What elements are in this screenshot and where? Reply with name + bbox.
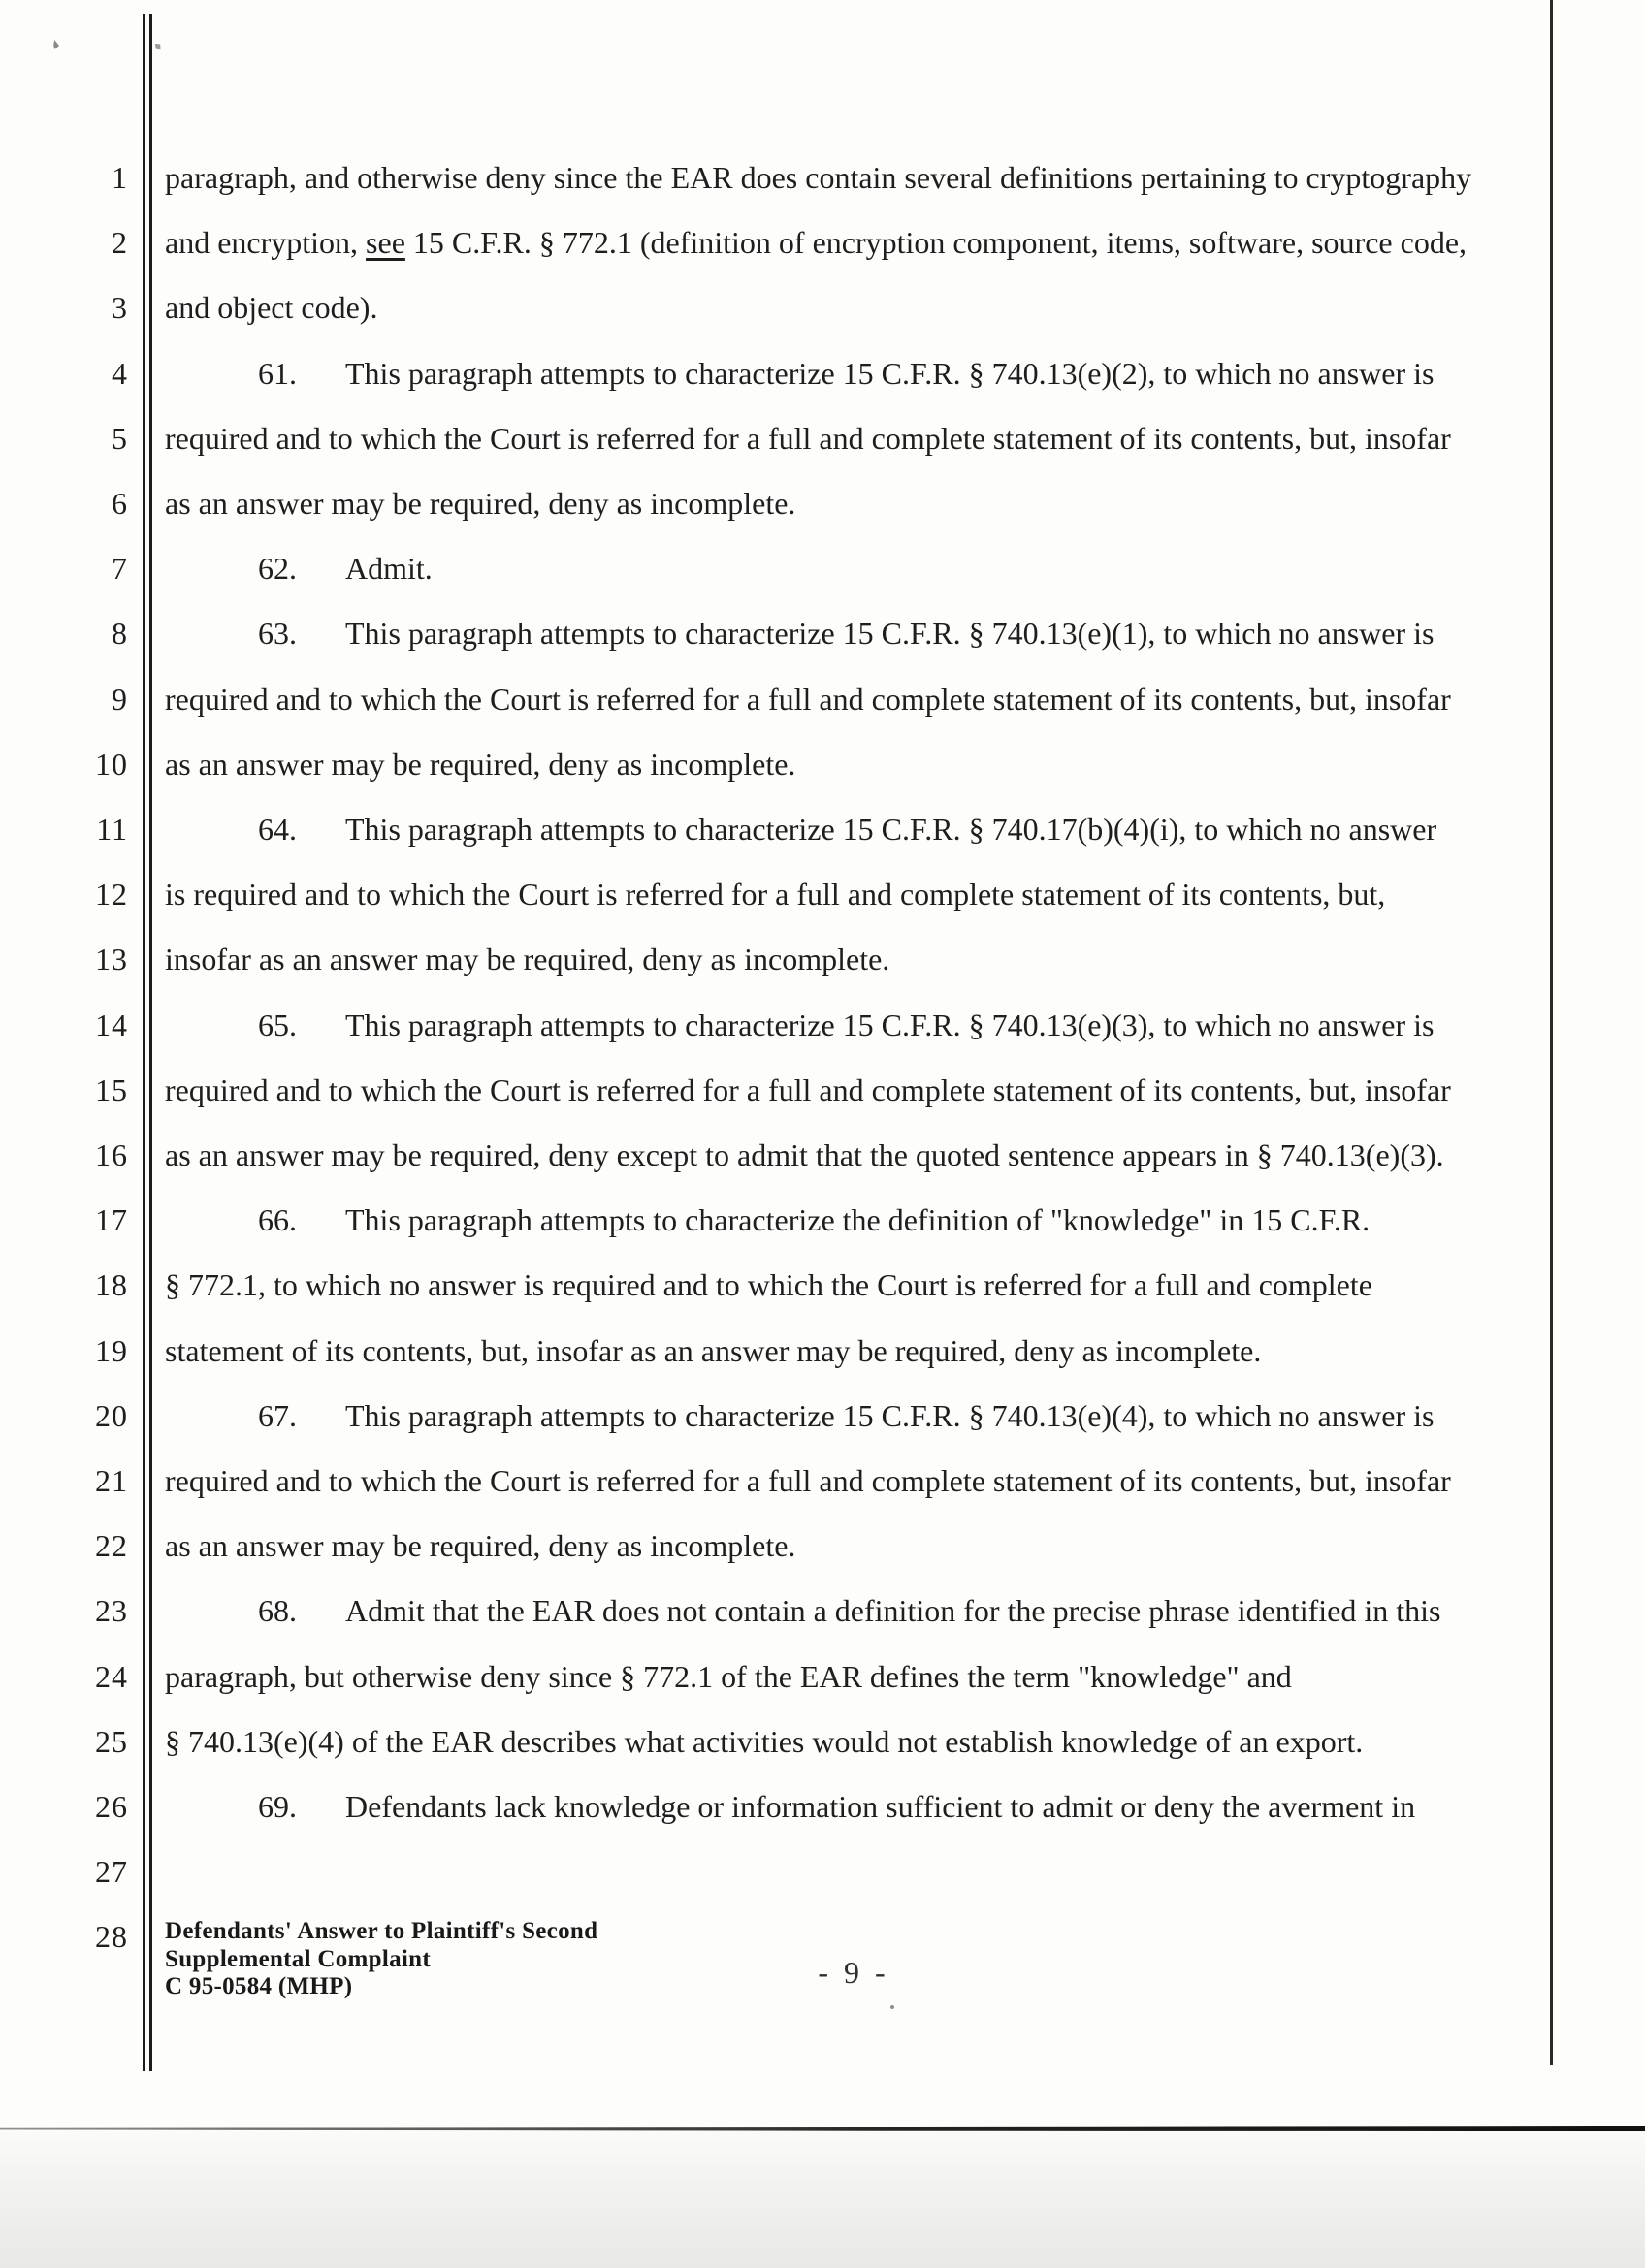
line-number: 12 [95, 877, 128, 912]
line-text: is required and to which the Court is referred for a full and complete statement of its contents, but, [165, 877, 1386, 912]
line-number: 13 [95, 942, 128, 977]
line-text: § 740.13(e)(4) of the EAR describes what activities would not establish knowledge of an export. [165, 1723, 1364, 1759]
document-line [0, 210, 1645, 275]
line-text: required and to which the Court is referred for a full and complete statement of its contents, but, insofar [165, 681, 1451, 717]
document-line [0, 601, 1645, 666]
footer-case-caption [165, 1918, 597, 2001]
document-line [0, 1839, 1645, 1904]
footer-title-line-1: Defendants' Answer to Plaintiff's Second [165, 1918, 598, 1944]
document-line [0, 1774, 1645, 1839]
document-line [0, 862, 1645, 927]
line-text: 66. This paragraph attempts to characterize the definition of "knowledge" in 15 C.F.R. [258, 1202, 1371, 1238]
line-text: paragraph, but otherwise deny since § 772.1 of the EAR defines the term "knowledge" and [165, 1658, 1292, 1694]
line-text: required and to which the Court is referred for a full and complete statement of its contents, but, insofar [165, 1463, 1451, 1498]
line-number: 22 [95, 1528, 128, 1564]
document-line [0, 471, 1645, 536]
line-number: 11 [96, 812, 128, 847]
document-line [0, 927, 1645, 992]
scan-bottom-band [0, 2131, 1645, 2268]
document-line [0, 797, 1645, 862]
line-number: 19 [95, 1332, 128, 1368]
line-number: 1 [112, 160, 128, 195]
line-text: 65. This paragraph attempts to characterize 15 C.F.R. § 740.13(e)(3), to which no answer is [258, 1006, 1435, 1042]
line-number: 4 [112, 355, 128, 391]
document-line [0, 1384, 1645, 1449]
document-line [0, 1188, 1645, 1253]
line-text: 61. This paragraph attempts to characterize 15 C.F.R. § 740.13(e)(2), to which no answer is [258, 355, 1435, 391]
line-text: and encryption, see 15 C.F.R. § 772.1 (definition of encryption component, items, software, source code, [165, 225, 1468, 261]
line-number: 26 [95, 1789, 128, 1824]
line-text: § 772.1, to which no answer is required and to which the Court is referred for a full and complete [165, 1267, 1372, 1303]
document-line [0, 1058, 1645, 1123]
document-line [0, 1514, 1645, 1579]
line-number: 16 [95, 1137, 128, 1172]
line-text: paragraph, and otherwise deny since the EAR does contain several definitions pertaining to cryptography [165, 160, 1472, 195]
scan-artifact [890, 2005, 894, 2009]
document-line [0, 406, 1645, 471]
line-text: 63. This paragraph attempts to characterize 15 C.F.R. § 740.13(e)(1), to which no answer is [258, 616, 1435, 652]
document-line [0, 667, 1645, 732]
line-text: and object code). [165, 290, 378, 326]
footer-case-number: C 95-0584 (MHP) [165, 1973, 353, 1999]
line-text: as an answer may be required, deny as incomplete. [165, 486, 796, 521]
document-line [0, 1123, 1645, 1188]
line-text: 68. Admit that the EAR does not contain a definition for the precise phrase identified in this [258, 1593, 1441, 1629]
footer-title-line-2: Supplemental Complaint [165, 1945, 432, 1972]
line-number: 25 [95, 1723, 128, 1759]
document-line [0, 732, 1645, 797]
line-number: 7 [112, 551, 128, 587]
line-number: 3 [112, 290, 128, 326]
line-number: 10 [95, 746, 128, 782]
document-line [0, 1319, 1645, 1384]
document-line [0, 1645, 1645, 1709]
line-number: 15 [95, 1071, 128, 1107]
document-line [0, 1449, 1645, 1514]
document-line [0, 1253, 1645, 1318]
line-number: 8 [112, 616, 128, 652]
line-text: as an answer may be required, deny as incomplete. [165, 1528, 796, 1564]
line-text: required and to which the Court is referred for a full and complete statement of its contents, but, insofar [165, 1071, 1451, 1107]
document-line [0, 145, 1645, 210]
line-number: 23 [95, 1593, 128, 1629]
document-line [0, 275, 1645, 340]
document-line [0, 536, 1645, 601]
line-number: 20 [95, 1397, 128, 1433]
line-text: as an answer may be required, deny as incomplete. [165, 746, 796, 782]
line-number: 24 [95, 1658, 128, 1694]
line-number: 27 [95, 1854, 128, 1890]
line-text: 69. Defendants lack knowledge or information sufficient to admit or deny the averment in [258, 1789, 1416, 1824]
document-line [0, 993, 1645, 1058]
line-text: insofar as an answer may be required, deny as incomplete. [165, 942, 890, 977]
line-number: 28 [95, 1919, 128, 1955]
line-number: 5 [112, 420, 128, 456]
line-text: statement of its contents, but, insofar as an answer may be required, deny as incomplete. [165, 1332, 1262, 1368]
line-text: 62. Admit. [258, 551, 433, 587]
line-text: required and to which the Court is referred for a full and complete statement of its contents, but, insofar [165, 420, 1451, 456]
line-text: as an answer may be required, deny except to admit that the quoted sentence appears in § 740.13(e)(3). [165, 1137, 1444, 1172]
line-number: 6 [112, 486, 128, 521]
page-number: - 9 - [818, 1955, 889, 1990]
line-number: 9 [112, 681, 128, 717]
document-line [0, 1579, 1645, 1644]
line-text: 67. This paragraph attempts to characterize 15 C.F.R. § 740.13(e)(4), to which no answer is [258, 1397, 1435, 1433]
line-number: 21 [95, 1463, 128, 1498]
line-text: 64. This paragraph attempts to characterize 15 C.F.R. § 740.17(b)(4)(i), to which no answer [258, 812, 1437, 847]
document-line [0, 341, 1645, 406]
line-number: 14 [95, 1006, 128, 1042]
line-number: 18 [95, 1267, 128, 1303]
line-number: 17 [95, 1202, 128, 1238]
document-line [0, 1709, 1645, 1774]
line-number: 2 [112, 225, 128, 261]
